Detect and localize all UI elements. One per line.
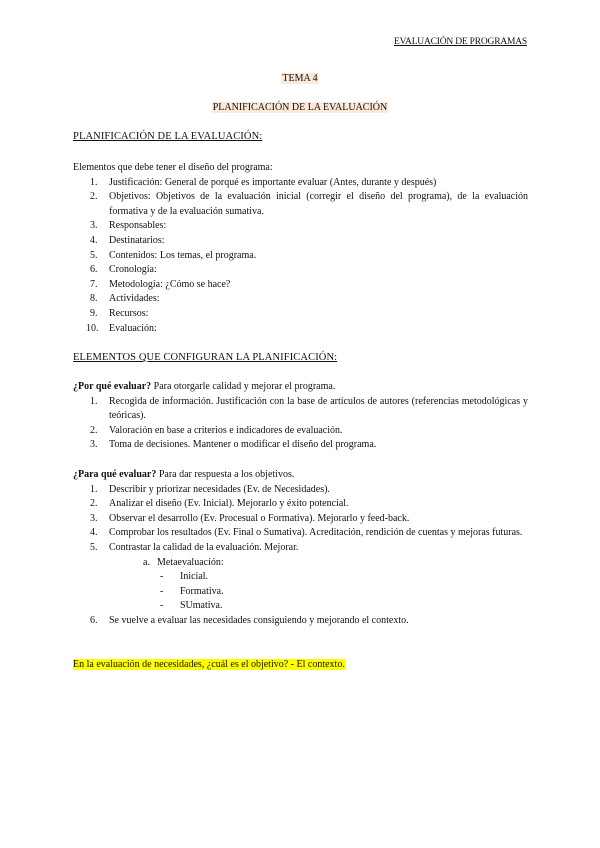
list-text: Observar el desarrollo (Ev. Procesual o Formativa). Mejorarlo y feed-back.	[109, 512, 410, 524]
list-number: 2.	[90, 191, 98, 203]
section-heading-elementos	[73, 351, 528, 366]
dash-bullet: -	[160, 600, 164, 612]
list-item	[73, 526, 528, 541]
list-number: 5.	[90, 541, 98, 553]
highlighted-note-text: En la evaluación de necesidades, ¿cuál es el objetivo? - El contexto.	[73, 659, 345, 670]
list-number: 6.	[90, 614, 98, 626]
list-item	[73, 497, 528, 512]
topic-title	[0, 72, 600, 87]
list-item	[73, 249, 528, 264]
list-text: Analizar el diseño (Ev. Inicial). Mejorarlo y éxito potencial.	[109, 498, 349, 510]
topic-title-text: TEMA 4	[282, 73, 318, 84]
list-number: 2.	[90, 424, 98, 436]
list-text: Toma de decisiones. Mantener o modificar el diseño del programa.	[109, 439, 377, 451]
main-title	[0, 101, 600, 116]
design-elements-list	[73, 176, 528, 337]
dash-item	[73, 599, 528, 614]
dash-item	[73, 570, 528, 585]
why-evaluate-line	[73, 380, 528, 395]
what-for-evaluate-block	[73, 468, 528, 629]
list-item	[73, 307, 528, 322]
section1-intro: Elementos que debe tener el diseño del programa:	[73, 162, 273, 173]
sub-list-text: Metaevaluación:	[157, 556, 224, 568]
section-heading-text: PLANIFICACIÓN DE LA EVALUACIÓN:	[73, 131, 263, 142]
list-item	[73, 438, 528, 453]
list-text: Contrastar la calidad de la evaluación. Mejorar.	[109, 541, 299, 553]
highlighted-note	[73, 658, 528, 673]
list-number: 1.	[90, 395, 98, 407]
what-for-evaluate-line	[73, 468, 528, 483]
list-number: 5.	[90, 249, 98, 261]
what-for-evaluate-answer: Para dar respuesta a los objetivos.	[156, 469, 295, 480]
list-text: Valoración en base a criterios e indicadores de evaluación.	[109, 424, 343, 436]
list-item	[73, 219, 528, 234]
section-heading-planificacion	[73, 130, 528, 145]
list-item	[73, 541, 528, 556]
list-text: Metodología: ¿Cómo se hace?	[109, 278, 231, 290]
sub-list-letter: a.	[143, 556, 150, 568]
list-text: Describir y priorizar necesidades (Ev. de Necesidades).	[109, 483, 330, 495]
why-evaluate-list	[73, 395, 528, 453]
list-item	[73, 292, 528, 307]
list-number: 6.	[90, 264, 98, 276]
list-number: 4.	[90, 234, 98, 246]
list-text: Justificación: General de porqué es importante evaluar (Antes, durante y después)	[109, 176, 437, 188]
list-item	[73, 614, 528, 629]
list-item	[73, 234, 528, 249]
list-number: 10.	[86, 322, 99, 334]
list-text: Responsables:	[109, 220, 167, 232]
dash-item	[73, 585, 528, 600]
list-number: 3.	[90, 439, 98, 451]
list-text: Destinatarios:	[109, 234, 165, 246]
list-number: 7.	[90, 278, 98, 290]
list-number: 1.	[90, 176, 98, 188]
section-heading-text: ELEMENTOS QUE CONFIGURAN LA PLANIFICACIÓN:	[73, 352, 338, 363]
why-evaluate-question: ¿Por qué evaluar?	[73, 381, 152, 392]
list-text: Objetivos: Objetivos de la evaluación inicial (corregir el diseño del programa), de la evaluación formativa y de la evaluación sumativa.	[109, 191, 528, 217]
why-evaluate-block	[73, 380, 528, 453]
list-item	[73, 483, 528, 498]
list-text: Recursos:	[109, 307, 149, 319]
dash-text: Inicial.	[180, 571, 209, 583]
list-number: 9.	[90, 307, 98, 319]
list-item	[73, 176, 528, 191]
what-for-evaluate-question: ¿Para qué evaluar?	[73, 469, 157, 480]
dash-text: SUmativa.	[180, 600, 223, 612]
list-number: 8.	[90, 293, 98, 305]
what-for-evaluate-list	[73, 483, 528, 556]
list-number: 1.	[90, 483, 98, 495]
why-evaluate-answer: Para otorgarle calidad y mejorar el programa.	[151, 381, 336, 392]
list-text: Cronología:	[109, 264, 157, 276]
list-item	[73, 263, 528, 278]
sub-list-item	[73, 556, 528, 571]
list-item	[73, 278, 528, 293]
list-text: Recogida de información. Justificación con la base de artículos de autores (referencias metodológicas y teóricas).	[109, 395, 528, 422]
list-text: Actividades:	[109, 293, 160, 305]
list-number: 2.	[90, 498, 98, 510]
list-text: Evaluación:	[109, 322, 157, 334]
list-number: 3.	[90, 512, 98, 524]
list-number: 3.	[90, 220, 98, 232]
list-text: Contenidos: Los temas, el programa.	[109, 249, 257, 261]
list-item	[73, 512, 528, 527]
list-item	[73, 424, 528, 439]
main-title-text: PLANIFICACIÓN DE LA EVALUACIÓN	[212, 102, 388, 113]
dash-bullet: -	[160, 571, 164, 583]
list-item	[73, 190, 528, 219]
list-text: Se vuelve a evaluar las necesidades consiguiendo y mejorando el contexto.	[109, 614, 409, 626]
running-header: EVALUACIÓN DE PROGRAMAS	[394, 37, 527, 47]
dash-text: Formativa.	[180, 585, 224, 597]
dash-bullet: -	[160, 585, 164, 597]
list-item	[73, 395, 528, 424]
list-item	[73, 322, 528, 337]
section1-body	[73, 161, 528, 336]
list-number: 4.	[90, 527, 98, 539]
list-text: Comprobar los resultados (Ev. Final o Sumativa). Acreditación, rendición de cuentas y mejoras futuras.	[109, 527, 523, 539]
